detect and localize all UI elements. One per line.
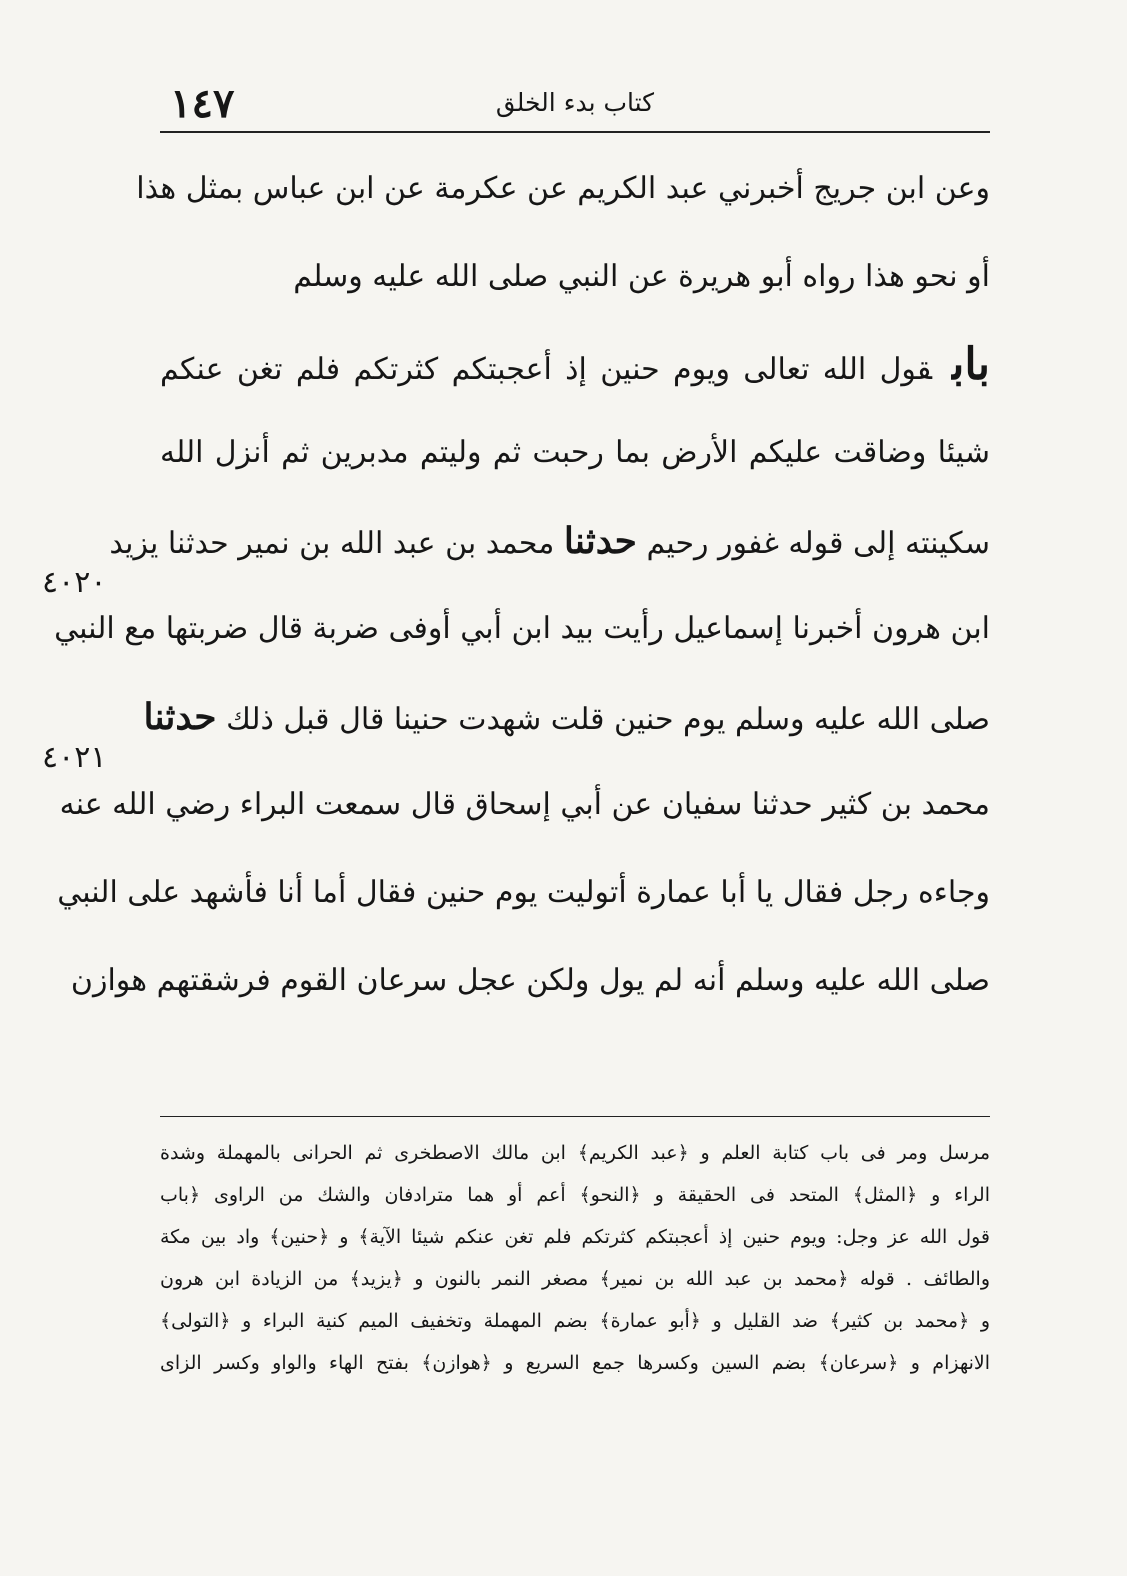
text-line: وعن ابن جريج أخبرني عبد الكريم عن عكرمة عن ابن عباس بمثل هذا <box>136 171 990 206</box>
text-line: صلى الله عليه وسلم يوم حنين قلت شهدت حنينا قال قبل ذلك حدثنا <box>143 696 990 738</box>
chapter-heading: باب <box>952 339 990 390</box>
header-rule <box>160 131 990 133</box>
hadith-number: ٤٠٢٠ <box>42 565 107 600</box>
text-line: سكينته إلى قوله غفور رحيم حدثنا محمد بن عبد الله بن نمير حدثنا يزيد <box>109 520 990 562</box>
footnotes <box>160 1132 990 1384</box>
footnote-line: قول الله عز وجل: ويوم حنين إذ أعجبتكم كثرتكم فلم تغن عنكم شيئا الآية﴾ و ﴿حنين﴾ واد بين مكة <box>160 1226 990 1248</box>
footnote-line: والطائف . قوله ﴿محمد بن عبد الله بن نمير﴾ مصغر النمر بالنون و ﴿يزيد﴾ من الزيادة ابن هرون <box>160 1268 990 1290</box>
haddathana-marker: حدثنا <box>563 520 637 562</box>
text-line: بابقول الله تعالى ويوم حنين إذ أعجبتكم كثرتكم فلم تغن عنكم <box>160 339 990 390</box>
footnote-line: الانهزام و ﴿سرعان﴾ بضم السين وكسرها جمع السريع و ﴿هوازن﴾ بفتح الهاء والواو وكسر الزاى <box>160 1352 990 1374</box>
page-number: ١٤٧ <box>170 80 235 127</box>
book-title: كتاب بدء الخلق <box>495 88 655 117</box>
text-line: شيئا وضاقت عليكم الأرض بما رحبت ثم وليتم مدبرين ثم أنزل الله <box>160 435 990 470</box>
footnote-line: و ﴿محمد بن كثير﴾ ضد القليل و ﴿أبو عمارة﴾ بضم المهملة وتخفيف الميم كنية البراء و ﴿التولى﴾ <box>160 1310 990 1332</box>
haddathana-marker: حدثنا <box>143 696 217 738</box>
text-line: صلى الله عليه وسلم أنه لم يول ولكن عجل سرعان القوم فرشقتهم هوازن <box>70 963 990 998</box>
footnote-rule <box>160 1116 990 1117</box>
text-line: أو نحو هذا رواه أبو هريرة عن النبي صلى الله عليه وسلم <box>293 259 990 294</box>
text-line: ابن هرون أخبرنا إسماعيل رأيت بيد ابن أبي أوفى ضربة قال ضربتها مع النبي <box>54 611 990 646</box>
page-header <box>160 78 990 128</box>
text-line: وجاءه رجل فقال يا أبا عمارة أتوليت يوم حنين فقال أما أنا فأشهد على النبي <box>57 875 990 910</box>
hadith-number: ٤٠٢١ <box>42 740 107 775</box>
footnote-line: مرسل ومر فى باب كتابة العلم و ﴿عبد الكريم﴾ ابن مالك الاصطخرى ثم الحرانى بالمهملة وشدة <box>160 1142 990 1164</box>
text-line: محمد بن كثير حدثنا سفيان عن أبي إسحاق قال سمعت البراء رضي الله عنه <box>59 787 990 822</box>
footnote-line: الراء و ﴿المثل﴾ المتحد فى الحقيقة و ﴿النحو﴾ أعم أو هما مترادفان والشك من الراوى ﴿باب <box>160 1184 990 1206</box>
